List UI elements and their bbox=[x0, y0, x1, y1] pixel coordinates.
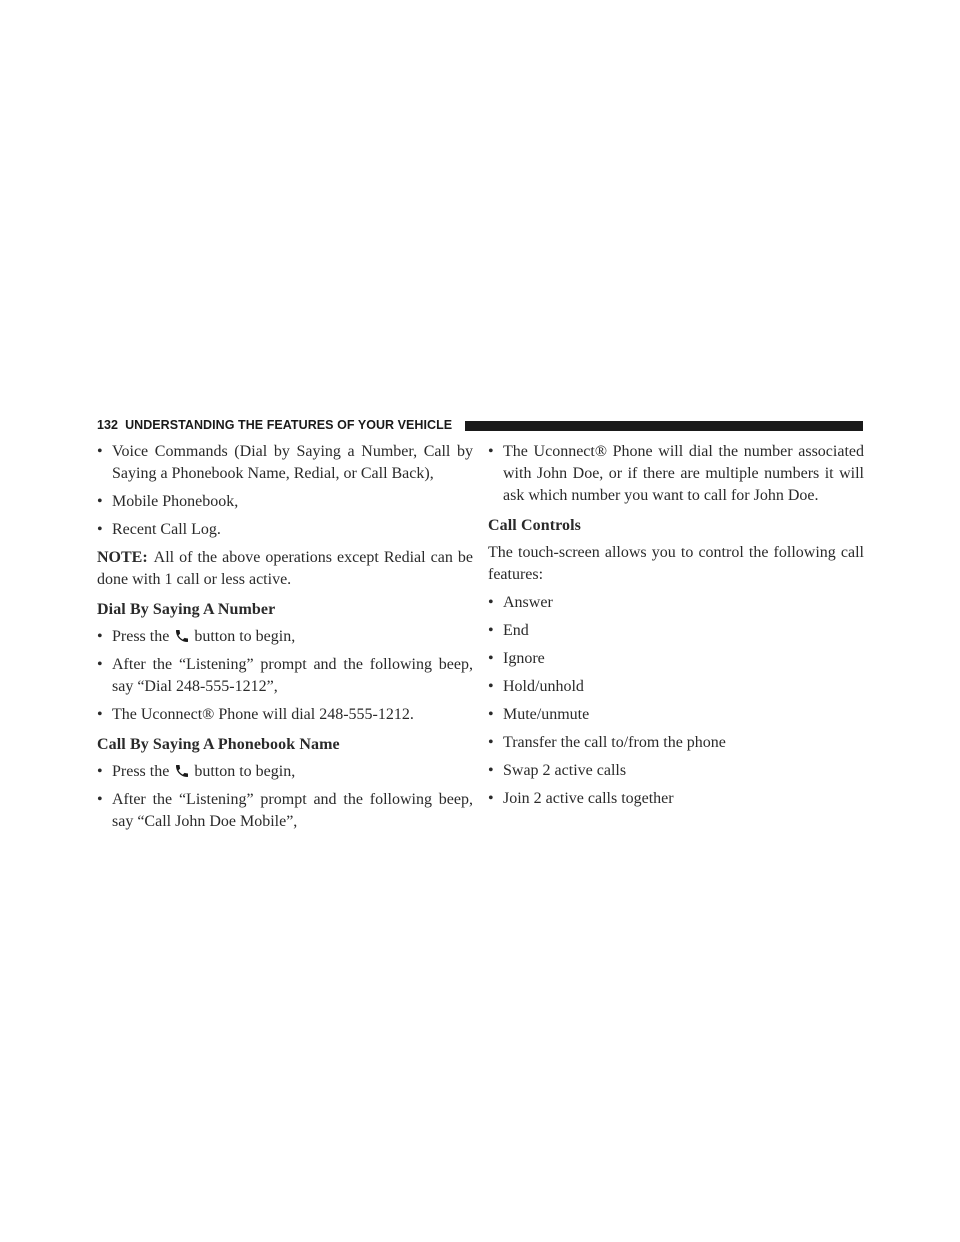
bullet-icon: • bbox=[488, 594, 494, 611]
bullet-icon: • bbox=[488, 734, 494, 751]
header-label bbox=[97, 418, 452, 432]
call-controls-intro: The touch-screen allows you to control the following call features: bbox=[488, 544, 864, 583]
bullet-icon: • bbox=[488, 706, 494, 723]
bullet-icon: • bbox=[488, 762, 494, 779]
list-item-text: Answer bbox=[503, 594, 553, 611]
press-text-after: button to begin, bbox=[194, 628, 296, 645]
press-text-after: button to begin, bbox=[194, 763, 296, 780]
list-item bbox=[488, 648, 864, 670]
bullet-icon: • bbox=[488, 650, 494, 667]
page-header bbox=[97, 419, 863, 433]
list-item-text: The Uconnect® Phone will dial the number associated with John Doe, or if there are multiple numbers it will ask which number you want to call for John Doe. bbox=[503, 443, 864, 504]
list-item bbox=[488, 732, 864, 754]
left-column bbox=[97, 441, 473, 839]
list-item bbox=[488, 441, 864, 507]
list-item bbox=[97, 626, 473, 648]
right-column bbox=[488, 441, 864, 816]
bullet-icon: • bbox=[97, 791, 103, 808]
list-item bbox=[97, 654, 473, 698]
bullet-icon: • bbox=[488, 622, 494, 639]
list-item-text: Hold/unhold bbox=[503, 678, 584, 695]
list-item-text: Mute/unmute bbox=[503, 706, 590, 723]
bullet-icon: • bbox=[97, 628, 103, 645]
list-item bbox=[97, 789, 473, 833]
bullet-icon: • bbox=[97, 443, 103, 460]
header-rule bbox=[465, 421, 863, 431]
page-number: 132 bbox=[97, 418, 119, 432]
press-text-before: Press the bbox=[112, 763, 170, 780]
list-item-text: Ignore bbox=[503, 650, 545, 667]
bullet-icon: • bbox=[97, 763, 103, 780]
list-item bbox=[488, 676, 864, 698]
list-item bbox=[488, 760, 864, 782]
list-item-text: End bbox=[503, 622, 529, 639]
bullet-icon: • bbox=[97, 521, 103, 538]
dial-number-heading: Dial By Saying A Number bbox=[97, 601, 276, 618]
note-label: NOTE: bbox=[97, 549, 148, 566]
bullet-icon: • bbox=[97, 493, 103, 510]
note-text: All of the above operations except Redial can be done with 1 call or less active. bbox=[97, 549, 473, 588]
list-item-text: Mobile Phonebook, bbox=[112, 493, 239, 510]
list-item-text: After the “Listening” prompt and the following beep, say “Dial 248-555-1212”, bbox=[112, 656, 473, 695]
list-item-text: Voice Commands (Dial by Saying a Number, Call by Saying a Phonebook Name, Redial, or Call Back), bbox=[112, 443, 473, 482]
list-item bbox=[488, 620, 864, 642]
list-item bbox=[488, 592, 864, 614]
list-item bbox=[97, 704, 473, 726]
call-controls-heading: Call Controls bbox=[488, 517, 582, 534]
section-title: UNDERSTANDING THE FEATURES OF YOUR VEHICLE bbox=[125, 418, 453, 432]
list-item bbox=[97, 441, 473, 485]
bullet-icon: • bbox=[488, 678, 494, 695]
list-item-text: Recent Call Log. bbox=[112, 521, 221, 538]
list-item-text: Join 2 active calls together bbox=[503, 790, 674, 807]
bullet-icon: • bbox=[97, 706, 103, 723]
phone-handset-icon bbox=[172, 763, 192, 779]
list-item bbox=[97, 761, 473, 783]
list-item-text: Swap 2 active calls bbox=[503, 762, 627, 779]
list-item-text: The Uconnect® Phone will dial 248-555-1212. bbox=[112, 706, 414, 723]
note bbox=[97, 547, 473, 591]
bullet-icon: • bbox=[488, 443, 494, 460]
list-item-text: Transfer the call to/from the phone bbox=[503, 734, 726, 751]
phone-handset-icon bbox=[172, 628, 192, 644]
list-item bbox=[488, 704, 864, 726]
bullet-icon: • bbox=[488, 790, 494, 807]
list-item bbox=[97, 491, 473, 513]
press-text-before: Press the bbox=[112, 628, 170, 645]
list-item-text: After the “Listening” prompt and the following beep, say “Call John Doe Mobile”, bbox=[112, 791, 473, 830]
phonebook-name-heading: Call By Saying A Phonebook Name bbox=[97, 736, 340, 753]
list-item bbox=[488, 788, 864, 810]
list-item bbox=[97, 519, 473, 541]
bullet-icon: • bbox=[97, 656, 103, 673]
